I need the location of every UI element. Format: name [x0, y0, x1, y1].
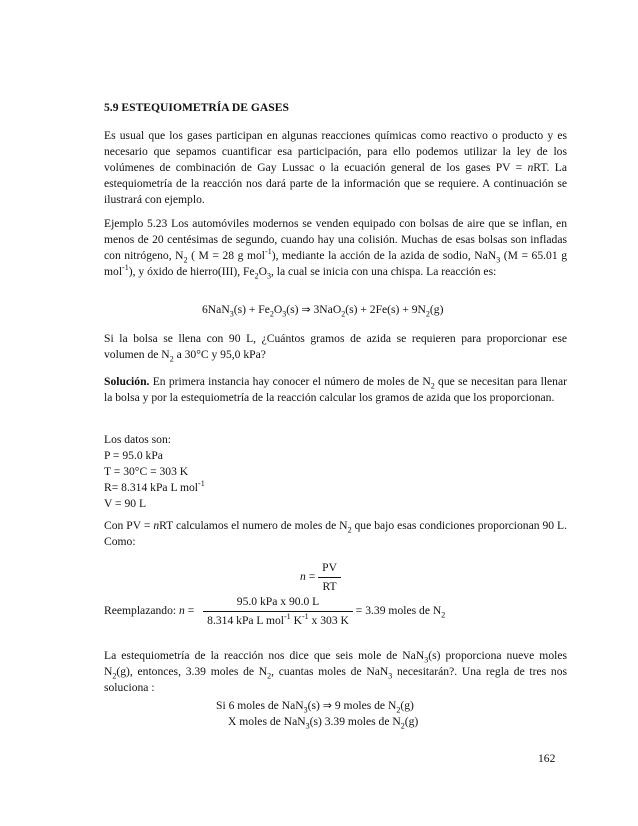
- rule-line-2: X moles de NaN$_3$(s) 3.39 moles de $N_2(g)$: [228, 715, 419, 731]
- question-paragraph: Si la bolsa se llena con 90 L, ¿Cuántos gramos de azida se requieren para proporcionar ese volumen de $N_2$ a 30°C y 95,0 kPa?: [104, 332, 567, 364]
- page-number: 162: [538, 752, 556, 765]
- replacement-formula: Reemplazando: n = $\frac{\text{95.0 kPa x 90.0 L}}{8.314 kPa L mol^{-1} K^{-1} x 303 K}$ = 3.39 moles de $N_2$: [104, 595, 446, 627]
- formula-n-pv-rt: n = $\frac{PV}{RT}$: [300, 560, 420, 595]
- implies-arrow-icon: ⇒: [301, 303, 311, 316]
- example-paragraph: Ejemplo 5.23 Los automóviles modernos se venden equipado con bolsas de aire que se inflan, en menos de 20 centésimas de segundo, cuando hay una colisión. Muchas de esas bolsas son infladas con nitrógeno, $N_2$ ( M = 28 g mol$^{-1}$), mediante la acción de la azida de sodio, NaN$_3$ (M = 65.01 g mol$^{-1}$), y óxido de hierro(III), $Fe_2O_3$, la cual se inicia con una chispa. La reacción es:: [104, 217, 567, 281]
- intro-text-2: RT. La estequiometría de la reacción nos dará parte de la información que se requiere. A continuación se ilustrará con ejemplo.: [104, 161, 567, 206]
- intro-text-1: Es usual que los gases participan en algunas reacciones químicas como reactivo o producto y es necesario que sepamos cuantificar esa participación, para ello podemos utilizar la ley de los volúmenes de combinación de Gay Lussac o la ecuación general de los gases PV =: [104, 129, 567, 174]
- solution-label: Solución.: [104, 375, 150, 388]
- data-title: Los datos son:: [104, 433, 171, 446]
- section-heading: 5.9 ESTEQUIOMETRÍA DE GASES: [104, 101, 289, 114]
- solution-paragraph: Solución. En primera instancia hay conocer el número de moles de $N_2$ que se necesitan para llenar la bolsa y por la estequiometría de la reacción calcular los gramos de azida que los proporcionan.: [104, 375, 567, 404]
- data-volume: V = 90 L: [104, 497, 147, 510]
- intro-paragraph: [104, 128, 567, 208]
- reaction-equation: $6NaN_3(s) + Fe_2O_3(s)$ ⇒ $3NaO_2(s) + 2Fe(s) + 9N_2(g)$: [202, 303, 444, 319]
- intro-n: n: [527, 161, 534, 174]
- stoichiometry-paragraph: La estequiometría de la reacción nos dice que seis mole de NaN$_3$(s) proporciona nueve moles $N_2(g)$, entonces, 3.39 moles de $N_2$, cuantas moles de NaN$_3$ necesitarán?. Una regla de tres nos soluciona :: [104, 649, 567, 694]
- rule-of-three: [216, 698, 516, 730]
- data-list: [104, 432, 567, 512]
- fraction: $\frac{PV}{RT}$: [318, 560, 341, 595]
- implies-arrow-icon: ⇒: [322, 699, 332, 712]
- rule-line-1: Si 6 moles de NaN$_3$(s) ⇒ 9 moles de $N_2(g)$: [216, 699, 414, 715]
- data-pressure: P = 95.0 kPa: [104, 449, 163, 462]
- data-gas-constant: R= 8.314 kPa L mol$^{-1}$: [104, 479, 205, 494]
- data-temperature: T = 30°C = 303 K: [104, 465, 189, 478]
- calc-paragraph: Con PV = nRT calculamos el numero de moles de $N_2$ que bajo esas condiciones proporcionan 90 L. Como:: [104, 519, 567, 548]
- fraction: $\frac{\text{95.0 kPa x 90.0 L}}{8.314 kPa L mol^{-1} K^{-1} x 303 K}$: [203, 594, 353, 629]
